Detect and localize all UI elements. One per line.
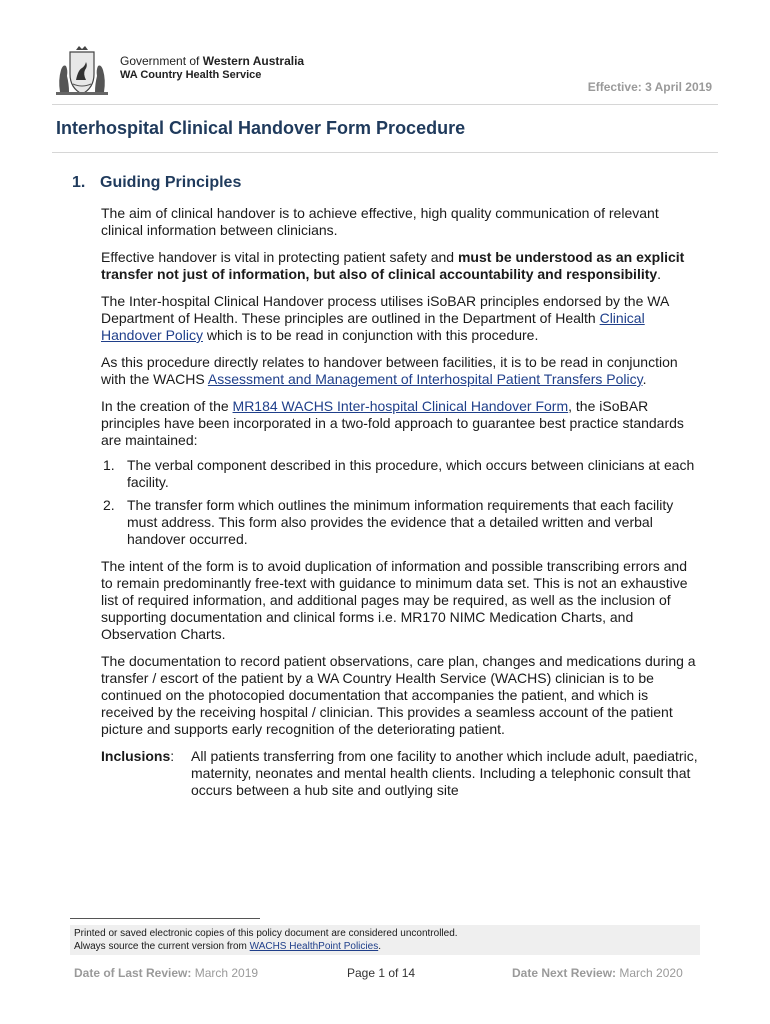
government-name: Government of Western Australia bbox=[120, 54, 305, 68]
health-service-name: WA Country Health Service bbox=[120, 69, 262, 81]
paragraph-form-intent: The intent of the form is to avoid duplication of information and possible transcribing errors and to remain predominantly free-text with guidance to minimum data set. This is not an exhaustive list of required information, and additional pages may be required, as well as the inclusion of supporting documentation and clinical forms i.e. MR170 NIMC Medication Charts, and Observation Charts. bbox=[101, 558, 688, 642]
paragraph-effective-handover: Effective handover is vital in protecting patient safety and must be understood as an explicit transfer not just of information, but also of clinical accountability and responsibility. bbox=[101, 249, 685, 282]
header-divider bbox=[52, 104, 718, 105]
paragraph-isobar: The Inter-hospital Clinical Handover process utilises iSoBAR principles endorsed by the WA Department of Health. These principles are outlined in the Department of Health Clinical Handover Policy which is to be read in conjunction with this procedure. bbox=[101, 293, 669, 343]
title-divider bbox=[52, 152, 718, 153]
paragraph-mr184: In the creation of the MR184 WACHS Inter-hospital Clinical Handover Form, the iSoBAR principles have been incorporated in a two-fold approach to guarantee best practice standards are maintained: bbox=[101, 398, 684, 448]
paragraph-facilities: As this procedure directly relates to handover between facilities, it is to be read in conjunction with the WACHS Assessment and Management of Interhospital Patient Transfers Policy. bbox=[101, 354, 678, 387]
healthpoint-policies-link[interactable]: WACHS HealthPoint Policies bbox=[249, 941, 379, 952]
paragraph-documentation: The documentation to record patient observations, care plan, changes and medications during a transfer / escort of the patient by a WA Country Health Service (WACHS) clinician is to be continued on the photocopied documentation that accompanies the patient, and which is received by the receiving hospital / clinician. This provides a seamless account of the patient picture and supports early recognition of the deteriorating patient. bbox=[101, 653, 696, 737]
clinical-handover-policy-link[interactable]: Clinical Handover Policy bbox=[101, 310, 645, 343]
inclusions-text: All patients transferring from one facility to another which include adult, paediatric, maternity, neonates and mental health clients. Including a telephonic consult that occurs between a hub site and outlying site bbox=[191, 748, 698, 798]
mr184-form-link[interactable]: MR184 WACHS Inter-hospital Clinical Handover Form bbox=[232, 398, 569, 414]
next-review-date: Date Next Review: March 2020 bbox=[512, 966, 683, 980]
footnote-line-2: Always source the current version from WACHS HealthPoint Policies. bbox=[74, 941, 381, 952]
footnote-divider bbox=[70, 918, 260, 919]
page-number: Page 1 of 14 bbox=[347, 966, 416, 980]
page-title: Interhospital Clinical Handover Form Procedure bbox=[56, 118, 466, 138]
inclusions-label: Inclusions: bbox=[101, 748, 175, 764]
section-number: 1. bbox=[72, 174, 86, 191]
footnote-line-1: Printed or saved electronic copies of this policy document are considered uncontrolled. bbox=[74, 928, 458, 939]
list-item: 2. The transfer form which outlines the minimum information requirements that each facility must address. This form also provides the evidence that a detailed written and verbal handover occurred. bbox=[103, 497, 674, 547]
last-review-date: Date of Last Review: March 2019 bbox=[74, 966, 259, 980]
wa-crest-logo-icon bbox=[52, 44, 112, 98]
section-heading bbox=[72, 174, 241, 192]
inclusions-block bbox=[101, 748, 701, 799]
interhospital-transfers-policy-link[interactable]: Assessment and Management of Interhospital Patient Transfers Policy bbox=[207, 371, 643, 387]
numbered-list bbox=[101, 457, 701, 548]
paragraph-aim: The aim of clinical handover is to achieve effective, high quality communication of relevant clinical information between clinicians. bbox=[101, 205, 659, 238]
document-body bbox=[101, 205, 701, 799]
section-title: Guiding Principles bbox=[100, 174, 242, 191]
document-header bbox=[52, 44, 716, 104]
footnote-box bbox=[70, 925, 700, 955]
effective-date: Effective: 3 April 2019 bbox=[587, 80, 712, 94]
list-item: 1. The verbal component described in this procedure, which occurs between clinicians at each facility. bbox=[103, 457, 695, 490]
